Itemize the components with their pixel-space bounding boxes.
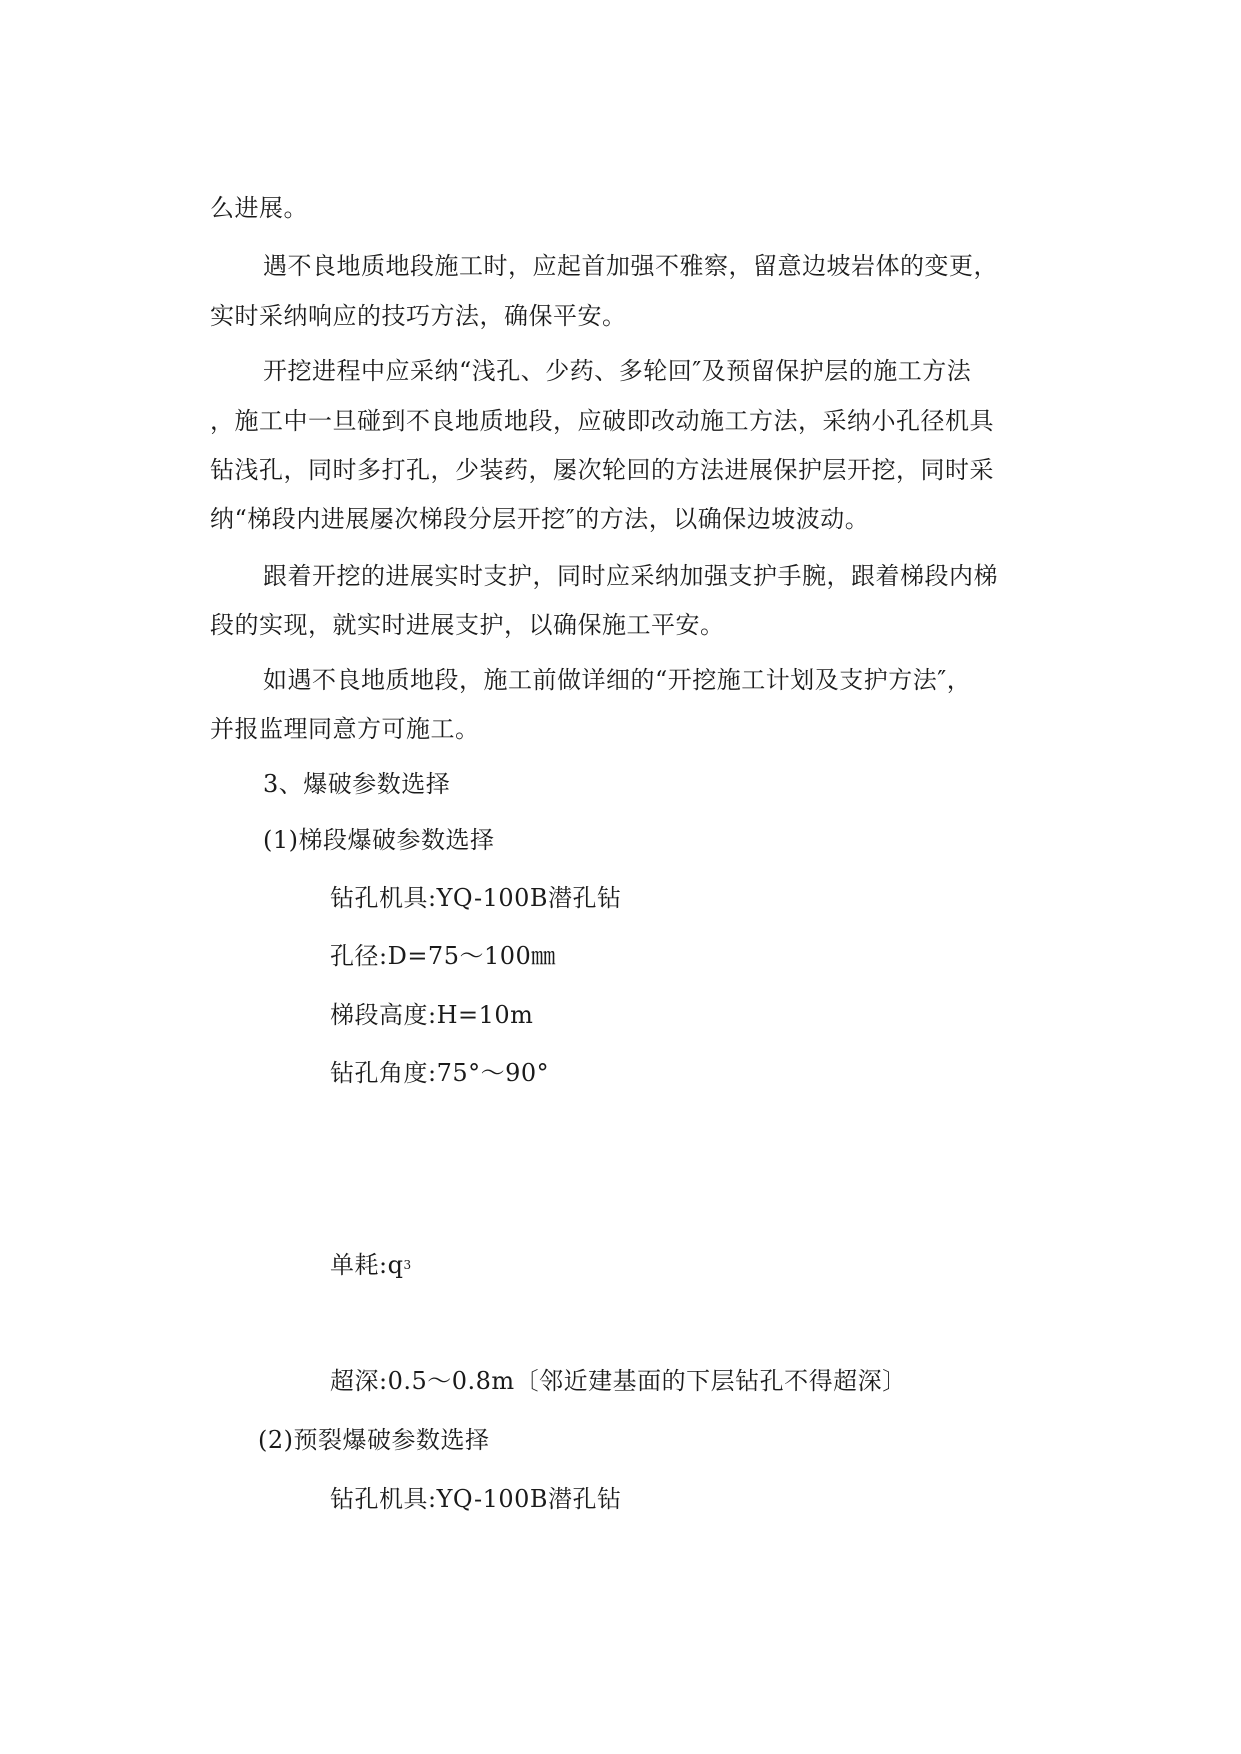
parameter-line: 钻孔角度:75°～90° [330, 1059, 550, 1087]
parameter-line: 孔径:D=75～100㎜ [330, 942, 556, 970]
parameter-text: 单耗:q [330, 1251, 404, 1279]
paragraph-line: 段的实现，就实时进展支护，以确保施工平安。 [210, 611, 725, 639]
parameter-line: 梯段高度:H=10m [330, 1001, 534, 1029]
paragraph-line: 实时采纳响应的技巧方法，确保平安。 [210, 302, 627, 330]
parameter-line: 钻孔机具:YQ-100B潜孔钻 [330, 884, 622, 912]
section-heading: 3、爆破参数选择 [263, 770, 451, 798]
paragraph-line: ，施工中一旦碰到不良地质地段，应破即改动施工方法，采纳小孔径机具 [210, 407, 994, 435]
paragraph-line: 纳“梯段内进展屡次梯段分层开挖″的方法，以确保边坡波动。 [210, 505, 870, 533]
parameter-line: 钻孔机具:YQ-100B潜孔钻 [330, 1485, 622, 1513]
paragraph-line: 么进展。 [210, 194, 308, 222]
subsection-heading: (2)预裂爆破参数选择 [258, 1426, 490, 1454]
paragraph-line: 遇不良地质地段施工时，应起首加强不雅察，留意边坡岩体的变更， [263, 252, 998, 280]
paragraph-line: 如遇不良地质地段，施工前做详细的“开挖施工计划及支护方法″， [263, 666, 972, 694]
parameter-line: 超深:0.5～0.8m〔邻近建基面的下层钻孔不得超深〕 [330, 1367, 907, 1395]
subsection-heading: (1)梯段爆破参数选择 [263, 826, 495, 854]
parameter-line [330, 1249, 412, 1281]
paragraph-line: 钻浅孔，同时多打孔，少装药，屡次轮回的方法进展保护层开挖，同时采 [210, 456, 994, 484]
paragraph-line: 并报监理同意方可施工。 [210, 715, 480, 743]
paragraph-line: 跟着开挖的进展实时支护，同时应采纳加强支护手腕，跟着梯段内梯 [263, 562, 998, 590]
superscript: 3 [403, 1258, 412, 1272]
paragraph-line: 开挖进程中应采纳“浅孔、少药、多轮回″及预留保护层的施工方法 [263, 357, 972, 385]
